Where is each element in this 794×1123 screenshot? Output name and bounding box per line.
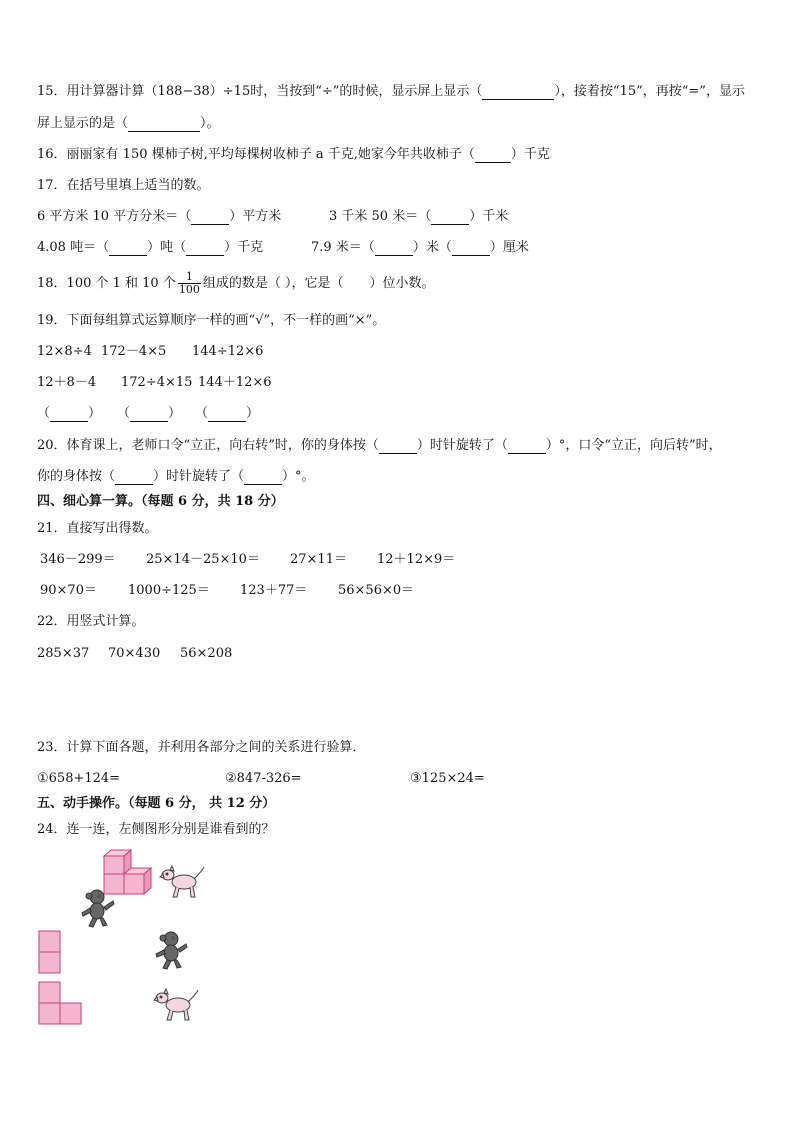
q20-blank-4[interactable] bbox=[244, 472, 282, 485]
q19-expr-1-1: 12×8÷4 bbox=[37, 344, 92, 359]
dog-icon bbox=[158, 865, 208, 901]
section-5-heading: 五、动手操作。（每题 6 分， 共 12 分） bbox=[37, 796, 276, 811]
q18-line bbox=[37, 270, 434, 298]
q17-r1-text-c: 3 千米 50 米＝（ bbox=[329, 209, 432, 224]
q20-text-b: ）时针旋转了（ bbox=[416, 438, 508, 453]
section-4-heading: 四、细心算一算。（每题 6 分，共 18 分） bbox=[37, 494, 284, 509]
q20-text-a: 20．体育课上，老师口令“立正，向右转”时，你的身体按（ bbox=[37, 438, 379, 453]
q21-expr-8: 56×56×0＝ bbox=[338, 583, 415, 598]
q19-title: 19．下面每组算式运算顺序一样的画“√”，不一样的画“×”。 bbox=[37, 313, 386, 328]
q17-r2-text-f: ）厘米 bbox=[489, 240, 529, 255]
q21-expr-1: 346－299＝ bbox=[40, 552, 116, 567]
q17-r2-text-d: 7.9 米＝（ bbox=[311, 240, 375, 255]
monkey-icon bbox=[78, 888, 116, 928]
q15-text-c: 屏上显示的是（ bbox=[37, 116, 129, 131]
q16-line bbox=[37, 147, 550, 163]
q21-expr-2: 25×14－25×10＝ bbox=[146, 552, 260, 567]
q19-answer-3[interactable]: （ ） bbox=[195, 406, 260, 421]
q20-text-f: ）°。 bbox=[282, 469, 315, 484]
q19-expr-2-1: 12＋8－4 bbox=[37, 375, 97, 390]
q20-text-d: 你的身体按（ bbox=[37, 469, 116, 484]
q17-row2-right bbox=[311, 240, 529, 256]
q18-frac-denominator: 100 bbox=[178, 283, 200, 296]
q15-text-a: 15．用计算器计算（188−38）÷15时，当按到“÷”的时候，显示屏上显示（ bbox=[37, 84, 483, 99]
q19-expr-2-2: 172÷4×15 bbox=[121, 375, 193, 390]
q22-item-3: 56×208 bbox=[180, 646, 233, 661]
q20-text-c: ）°，口令“立正，向后转”时， bbox=[545, 438, 722, 453]
q19-expr-1-3: 144÷12×6 bbox=[192, 344, 264, 359]
q18-fraction bbox=[178, 271, 201, 296]
q21-title: 21．直接写出得数。 bbox=[37, 521, 158, 536]
q16-text-a: 16．丽丽家有 150 棵柿子树,平均每棵树收柿子 a 千克,她家今年共收柿子（ bbox=[37, 147, 475, 162]
q20-blank-3[interactable] bbox=[115, 472, 153, 485]
q17-row1-left bbox=[37, 209, 281, 225]
q20-text-e: ）时针旋转了（ bbox=[153, 469, 245, 484]
q21-expr-4: 12＋12×9＝ bbox=[377, 552, 456, 567]
dog-icon[interactable] bbox=[152, 988, 202, 1024]
q17-blank-1[interactable] bbox=[191, 212, 229, 225]
q17-r1-text-d: ）千米 bbox=[469, 209, 509, 224]
q20-blank-1[interactable] bbox=[379, 441, 417, 454]
q22-item-2: 70×430 bbox=[108, 646, 161, 661]
q21-expr-7: 123＋77＝ bbox=[240, 583, 308, 598]
q23-item-2: ②847-326= bbox=[225, 771, 302, 786]
q19-answer-2[interactable]: （ ） bbox=[117, 406, 182, 421]
q17-r1-text-b: ）平方米 bbox=[229, 209, 282, 224]
q19-expr-1-2: 172－4×5 bbox=[101, 344, 167, 359]
q17-r2-text-b: ）吨（ bbox=[147, 240, 187, 255]
q21-expr-3: 27×11＝ bbox=[290, 552, 347, 567]
q16-answer-blank[interactable] bbox=[475, 150, 511, 163]
q17-blank-3[interactable] bbox=[109, 243, 147, 256]
q17-r1-text-a: 6 平方米 10 平方分米＝（ bbox=[37, 209, 192, 224]
q23-item-1: ①658+124= bbox=[37, 771, 121, 786]
q17-blank-6[interactable] bbox=[452, 243, 490, 256]
q17-row1-right bbox=[329, 209, 508, 225]
shape-two-squares-vertical[interactable] bbox=[38, 930, 62, 974]
q16-text-b: ）千克 bbox=[510, 147, 550, 162]
q15-answer-blank-1[interactable] bbox=[482, 87, 554, 100]
q15-text-b: ），接着按“15”，再按“=”，显示 bbox=[554, 84, 745, 99]
q18-text-a: 18．100 个 1 和 10 个 bbox=[37, 276, 176, 291]
q15-line2 bbox=[37, 116, 220, 132]
q18-frac-numerator: 1 bbox=[178, 271, 201, 284]
q19-answer-1[interactable]: （ ） bbox=[37, 406, 102, 421]
q15-answer-blank-2[interactable] bbox=[128, 119, 200, 132]
q17-r2-text-e: ）米（ bbox=[412, 240, 452, 255]
q21-expr-6: 1000÷125＝ bbox=[128, 583, 210, 598]
q24-title: 24．连一连，左侧图形分别是谁看到的？ bbox=[37, 822, 275, 837]
q17-title: 17．在括号里填上适当的数。 bbox=[37, 178, 210, 193]
monkey-icon[interactable] bbox=[152, 930, 190, 970]
q21-expr-5: 90×70＝ bbox=[40, 583, 97, 598]
q23-title: 23．计算下面各题，并利用各部分之间的关系进行验算． bbox=[37, 740, 366, 755]
shape-l-three-squares[interactable] bbox=[38, 981, 84, 1025]
q17-blank-2[interactable] bbox=[431, 212, 469, 225]
q20-line2 bbox=[37, 469, 315, 485]
q15-line1 bbox=[37, 84, 745, 100]
q18-text-b: 组成的数是（ ），它是（ ）位小数。 bbox=[202, 276, 435, 291]
q17-r2-text-a: 4.08 吨＝（ bbox=[37, 240, 110, 255]
q22-item-1: 285×37 bbox=[37, 646, 90, 661]
q17-blank-5[interactable] bbox=[375, 243, 413, 256]
q23-item-3: ③125×24= bbox=[410, 771, 485, 786]
q20-blank-2[interactable] bbox=[508, 441, 546, 454]
q15-text-d: ）。 bbox=[200, 116, 220, 131]
q17-r2-text-c: ）千克 bbox=[224, 240, 264, 255]
q17-blank-4[interactable] bbox=[186, 243, 224, 256]
q19-expr-2-3: 144＋12×6 bbox=[198, 375, 272, 390]
q20-line1 bbox=[37, 438, 722, 454]
q17-row2-left bbox=[37, 240, 263, 256]
q22-title: 22．用竖式计算。 bbox=[37, 614, 145, 629]
